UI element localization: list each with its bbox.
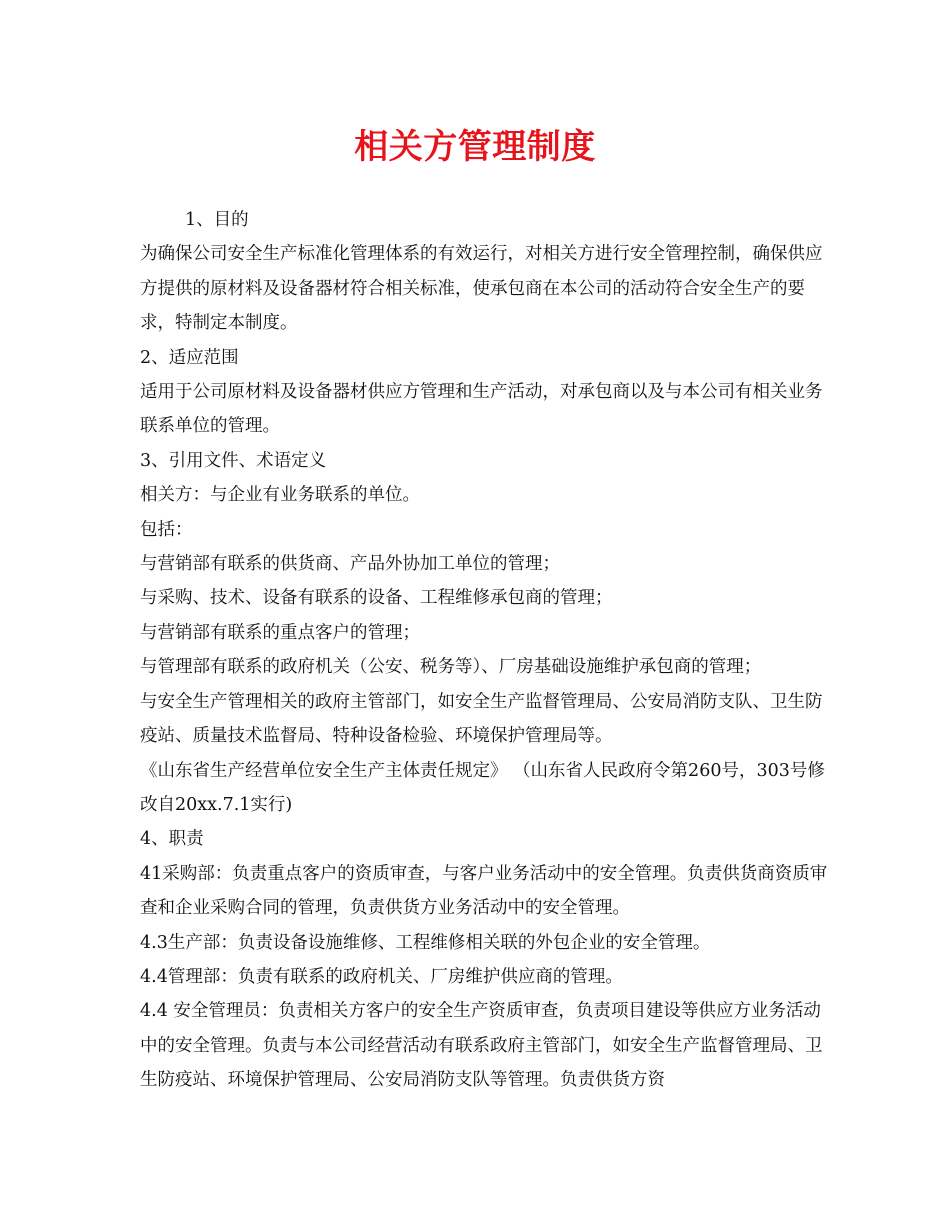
paragraph-includes: 包括：	[140, 519, 193, 540]
paragraph-duty-purchasing: 41采购部：负责重点客户的资质审查，与客户业务活动中的安全管理。负责供货商资质审查和企业采购合同的管理，负责供货方业务活动中的安全管理。	[140, 863, 828, 919]
list-item: 与营销部有联系的供货商、产品外协加工单位的管理；	[140, 554, 560, 575]
section-heading-scope: 2、适应范围	[140, 347, 239, 368]
paragraph-duty-production: 4.3生产部：负责设备设施维修、工程维修相关联的外包企业的安全管理。	[140, 932, 711, 953]
document-body	[140, 203, 830, 1098]
document-title: 相关方管理制度	[354, 127, 596, 167]
list-item: 与营销部有联系的重点客户的管理；	[140, 622, 420, 643]
paragraph-definition: 相关方：与企业有业务联系的单位。	[140, 485, 420, 506]
section-heading-purpose: 1、目的	[185, 210, 249, 230]
paragraph-purpose: 为确保公司安全生产标准化管理体系的有效运行，对相关方进行安全管理控制，确保供应方提供的原材料及设备器材符合相关标准，使承包商在本公司的活动符合安全生产的要求，特制定本制度。	[140, 244, 823, 334]
list-item: 与安全生产管理相关的政府主管部门，如安全生产监督管理局、公安局消防支队、卫生防疫站、质量技术监督局、特种设备检验、环境保护管理局等。	[140, 691, 823, 747]
paragraph-scope: 适用于公司原材料及设备器材供应方管理和生产活动，对承包商以及与本公司有相关业务联系单位的管理。	[140, 382, 823, 437]
section-heading-references: 3、引用文件、术语定义	[140, 450, 327, 471]
paragraph-regulation: 《山东省生产经营单位安全生产主体责任规定》 （山东省人民政府令第260号，303号修改自20xx.7.1实行)	[140, 760, 825, 815]
paragraph-duty-safety: 4.4 安全管理员：负责相关方客户的安全生产资质审查，负责项目建设等供应方业务活动中的安全管理。负责与本公司经营活动有联系政府主管部门，如安全生产监督管理局、卫生防疫站、环境保护管理局、公安局消防支队等管理。负责供货方资	[140, 1001, 823, 1091]
list-item: 与管理部有联系的政府机关（公安、税务等）、厂房基础设施维护承包商的管理；	[140, 657, 762, 678]
section-heading-duties: 4、职责	[140, 829, 204, 850]
paragraph-duty-management: 4.4管理部：负责有联系的政府机关、厂房维护供应商的管理。	[140, 966, 623, 987]
list-item: 与采购、技术、设备有联系的设备、工程维修承包商的管理；	[140, 588, 613, 609]
